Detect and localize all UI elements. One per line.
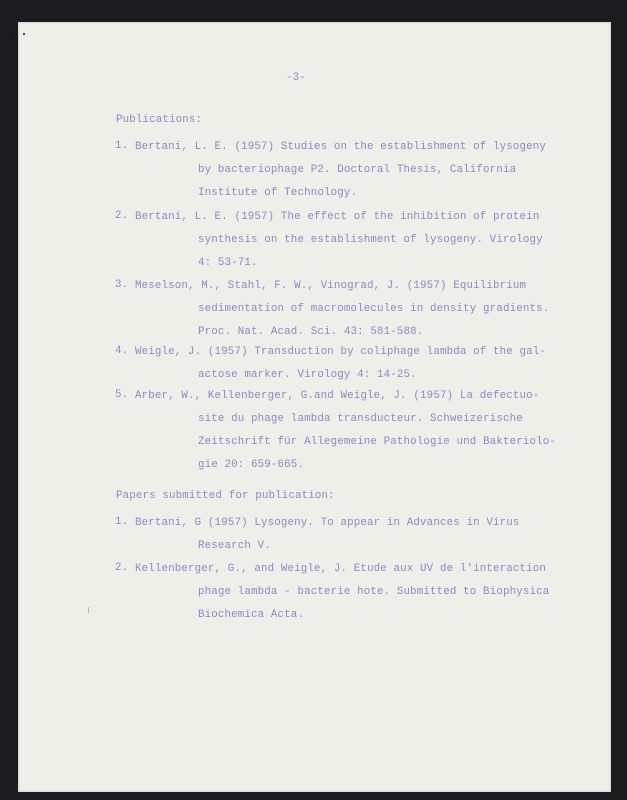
entry-number: 2. (115, 210, 129, 222)
entry-line: 4: 53-71. (198, 257, 258, 269)
document-page (18, 22, 611, 792)
entry-number: 2. (115, 562, 129, 574)
margin-mark (88, 607, 89, 613)
entry-line: Biochemica Acta. (198, 609, 305, 621)
entry-line: Zeitschrift für Allegemeine Pathologie und Bakteriolo- (198, 436, 556, 448)
entry-number: 5. (115, 389, 129, 401)
entry-line: sedimentation of macromolecules in density gradients. (198, 303, 550, 315)
page-number: -3- (286, 72, 306, 84)
entry-line: phage lambda - bacterie hote. Submitted to Biophysica (198, 586, 550, 598)
scan-speck (10, 35, 12, 38)
entry-number: 1. (115, 516, 129, 528)
entry-number: 4. (115, 345, 129, 357)
entry-line: actose marker. Virology 4: 14-25. (198, 369, 417, 381)
entry-line: Meselson, M., Stahl, F. W., Vinograd, J. (1957) Equilibrium (135, 280, 527, 292)
entry-line: gie 20: 659-665. (198, 459, 305, 471)
papers-submitted-heading: Papers submitted for publication: (116, 490, 335, 502)
entry-line: Research V. (198, 540, 271, 552)
entry-line: by bacteriophage P2. Doctoral Thesis, California (198, 164, 517, 176)
entry-line: Bertani, L. E. (1957) The effect of the inhibition of protein (135, 211, 540, 223)
entry-number: 3. (115, 279, 129, 291)
entry-line: Arber, W., Kellenberger, G.and Weigle, J. (1957) La defectuo- (135, 390, 540, 402)
entry-line: Proc. Nat. Acad. Sci. 43: 581-588. (198, 326, 424, 338)
entry-line: site du phage lambda transducteur. Schweizerische (198, 413, 523, 425)
entry-line: synthesis on the establishment of lysogeny. Virology (198, 234, 543, 246)
publications-heading: Publications: (116, 114, 203, 126)
entry-line: Bertani, L. E. (1957) Studies on the establishment of lysogeny (135, 141, 547, 153)
entry-line: Weigle, J. (1957) Transduction by coliphage lambda of the gal- (135, 346, 547, 358)
scan-speck (23, 33, 25, 35)
entry-number: 1. (115, 140, 129, 152)
entry-line: Kellenberger, G., and Weigle, J. Etude aux UV de l'interaction (135, 563, 547, 575)
entry-line: Institute of Technology. (198, 187, 358, 199)
entry-line: Bertani, G (1957) Lysogeny. To appear in Advances in Virus (135, 517, 520, 529)
